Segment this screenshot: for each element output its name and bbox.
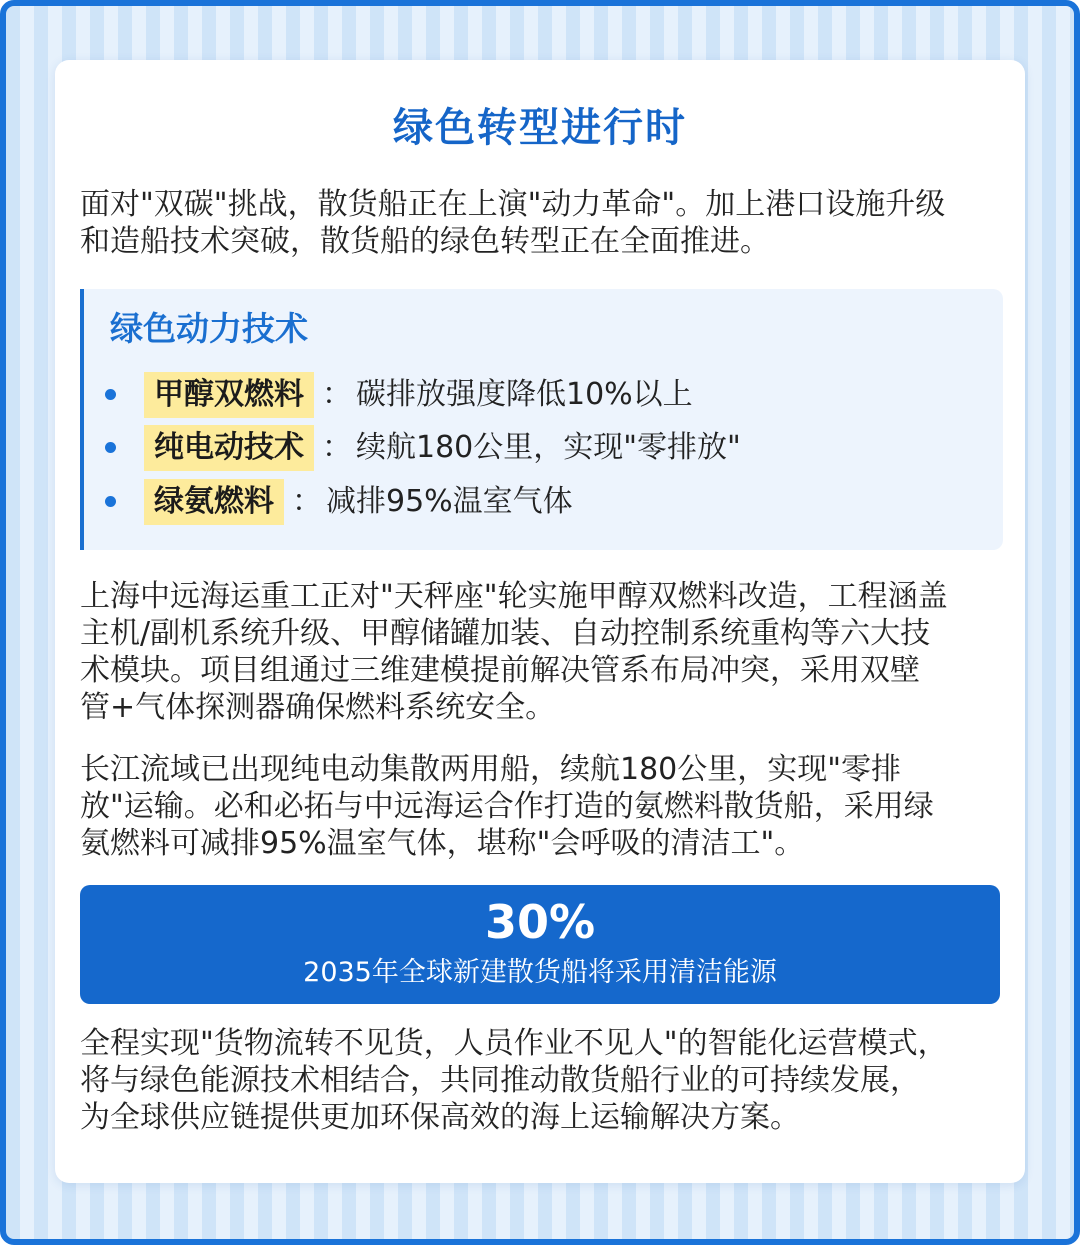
text-line: 将与绿色能源技术相结合，共同推动散货船行业的可持续发展，: [80, 1063, 920, 1098]
bullet-icon: [105, 442, 116, 453]
tech-name: 纯电动技术: [144, 425, 314, 471]
stat-value: 30%: [484, 895, 596, 949]
stat-label: 2035年全球新建散货船将采用清洁能源: [303, 957, 777, 988]
tech-item-methanol: [80, 372, 980, 418]
text-line: 管+气体探测器确保燃料系统安全。: [80, 690, 556, 725]
text-line: 长江流域已出现纯电动集散两用船，续航180公里，实现"零排: [80, 752, 902, 787]
text-line: 为全球供应链提供更加环保高效的海上运输解决方案。: [80, 1100, 800, 1135]
tech-item-ammonia: [80, 479, 980, 525]
tech-separator: ：: [322, 377, 352, 412]
text-line: 主机/副机系统升级、甲醇储罐加装、自动控制系统重构等六大技: [80, 616, 931, 651]
text-line: 面对"双碳"挑战，散货船正在上演"动力革命"。加上港口设施升级: [80, 187, 946, 222]
tech-box-title: 绿色动力技术: [110, 309, 308, 348]
text-line: 放"运输。必和必拓与中远海运合作打造的氨燃料散货船，采用绿: [80, 789, 934, 824]
text-line: 上海中远海运重工正对"天秤座"轮实施甲醇双燃料改造，工程涵盖: [80, 579, 948, 614]
bullet-icon: [105, 389, 116, 400]
bullet-icon: [105, 496, 116, 507]
closing-paragraph: [80, 1025, 1005, 1136]
intro-paragraph: [80, 186, 1005, 260]
text-line: 术模块。项目组通过三维建模提前解决管系布局冲突，采用双壁: [80, 653, 920, 688]
tech-separator: ：: [292, 484, 322, 519]
stat-banner: [80, 885, 1000, 1004]
tech-separator: ：: [322, 430, 352, 465]
electric-ammonia-paragraph: [80, 751, 1005, 862]
tech-item-electric: [80, 425, 980, 471]
page-title: 绿色转型进行时: [393, 105, 687, 151]
tech-desc: 续航180公里，实现"零排放": [356, 430, 741, 465]
text-line: 氨燃料可减排95%温室气体，堪称"会呼吸的清洁工"。: [80, 826, 805, 861]
tech-desc: 减排95%温室气体: [326, 484, 573, 519]
tech-name: 绿氨燃料: [144, 479, 284, 525]
text-line: 和造船技术突破，散货船的绿色转型正在全面推进。: [80, 224, 770, 259]
methanol-paragraph: [80, 578, 1005, 726]
text-line: 全程实现"货物流转不见货，人员作业不见人"的智能化运营模式，: [80, 1026, 948, 1061]
tech-name: 甲醇双燃料: [144, 372, 314, 418]
tech-desc: 碳排放强度降低10%以上: [356, 377, 693, 412]
